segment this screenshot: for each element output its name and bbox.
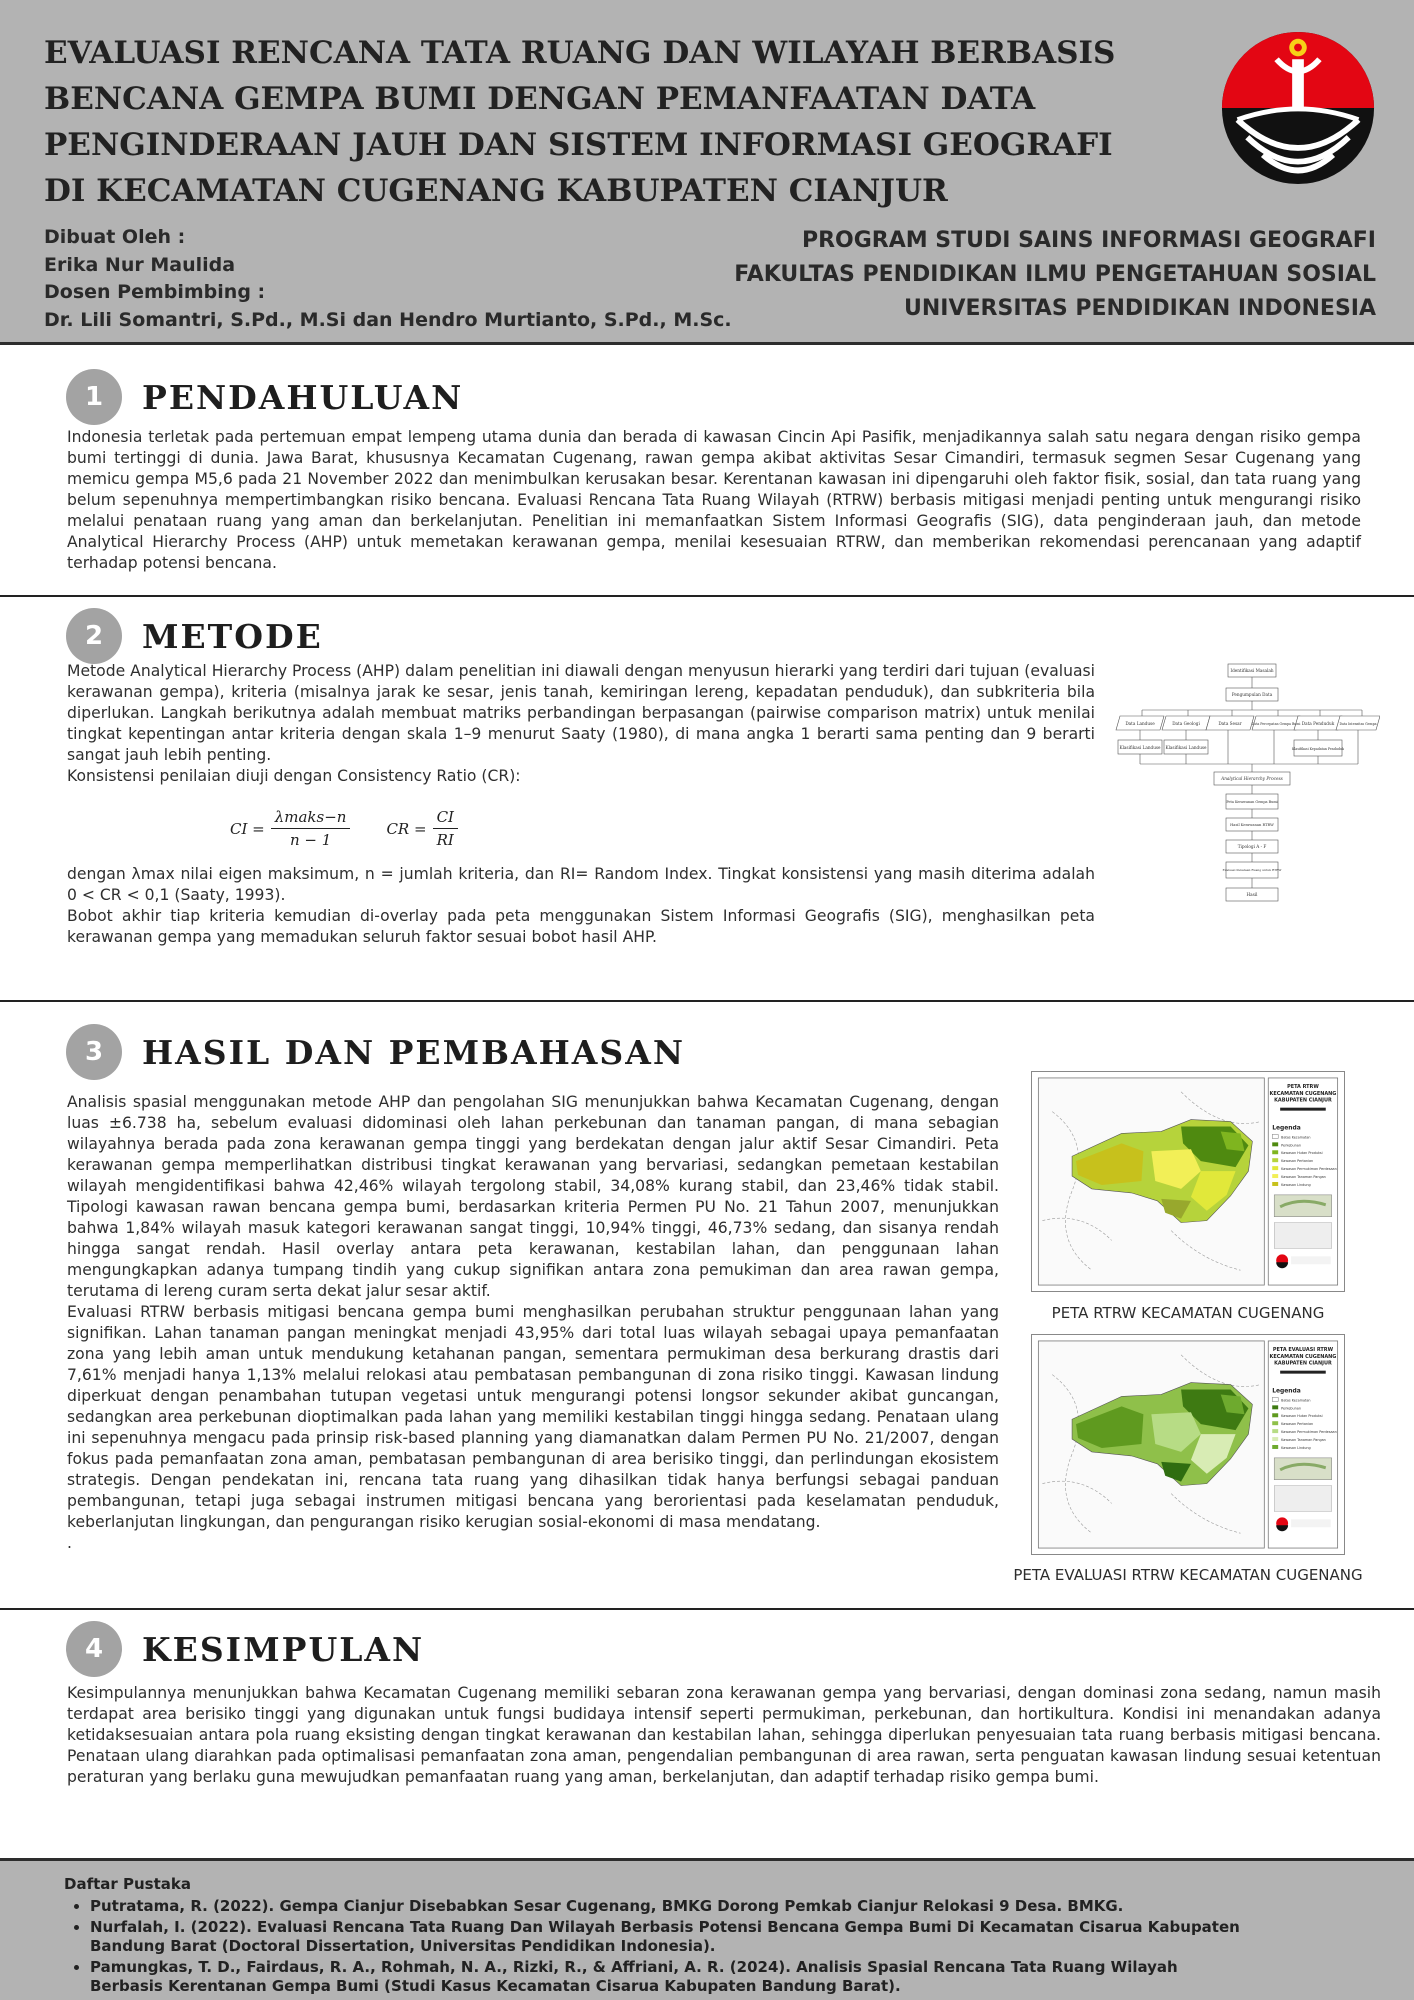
flow-node: Pengumpulan Data <box>1231 692 1273 697</box>
paragraph: Bobot akhir tiap kriteria kemudian di-overlay pada peta menggunakan Sistem Informasi Geografis (SIG), menghasilkan peta kerawanan gempa yang memadukan seluruh faktor sesuai bobot hasil AHP. <box>67 907 1095 946</box>
ci-formula <box>230 808 350 849</box>
rtrw-evaluation-map <box>1031 1334 1345 1555</box>
section-title: METODE <box>142 616 323 656</box>
flow-node: Klasifikasi Landuse <box>1119 745 1161 750</box>
section-header-metode <box>66 608 323 664</box>
legend-title: Legenda <box>1272 1387 1301 1395</box>
flow-node: Data Sesar <box>1218 721 1242 726</box>
legend-item: Kawasan Permukiman Perdesaan <box>1281 1167 1337 1172</box>
pendahuluan-text <box>67 427 1361 574</box>
legend-item: Batas Kecamatan <box>1281 1398 1311 1403</box>
legend-item: Kawasan Tanaman Pangan <box>1281 1438 1326 1443</box>
flow-node: Klasifikasi Landuse <box>1165 745 1207 750</box>
flow-node: Data Geologi <box>1172 721 1200 726</box>
flow-node: Evaluasi Penataan Ruang untuk RTRW <box>1222 868 1282 872</box>
program-line: PROGRAM STUDI SAINS INFORMASI GEOGRAFI <box>801 228 1376 253</box>
author-block <box>44 224 732 334</box>
section-number-badge: 1 <box>66 369 122 425</box>
program-line: UNIVERSITAS PENDIDIKAN INDONESIA <box>904 296 1376 321</box>
title-line: EVALUASI RENCANA TATA RUANG DAN WILAYAH BERBASIS <box>44 35 1116 71</box>
legend-item: Perkebunan <box>1281 1143 1301 1148</box>
numerator: CI <box>433 808 458 829</box>
rtrw-map <box>1031 1071 1345 1292</box>
metode-text-bottom <box>67 864 1095 948</box>
references-footer <box>0 1858 1414 2000</box>
section-divider <box>0 1608 1414 1610</box>
map-caption: PETA EVALUASI RTRW KECAMATAN CUGENANG <box>1013 1566 1363 1584</box>
paragraph: dengan λmax nilai eigen maksimum, n = jumlah kriteria, dan RI= Random Index. Tingkat konsistensi yang masih diterima adalah 0 < CR < 0,1 (Saaty, 1993). <box>67 865 1095 904</box>
flow-node: Data Intensitas Gempa <box>1339 722 1377 726</box>
map-title-line: KECAMATAN CUGENANG <box>1269 1353 1337 1360</box>
title-line: BENCANA GEMPA BUMI DENGAN PEMANFAATAN DATA <box>44 81 1036 117</box>
paragraph: Analisis spasial menggunakan metode AHP dan pengolahan SIG menunjukkan bahwa Kecamatan Cugenang, dengan luas ±6.738 ha, sebelum evaluasi didominasi oleh lahan perkebunan dan tanaman pangan, di mana sebagian wilayahnya berada pada zona kerawanan gempa tinggi yang berdekatan dengan jalur aktif Sesar Cimandiri. Peta kerawanan gempa memperlihatkan distribusi tingkat kerawanan yang bervariasi, sedangkan pemetaan kestabilan wilayah mengidentifikasi bahwa 42,46% wilayah tergolong stabil, 34,08% kurang stabil, dan 23,46% tidak stabil. Tipologi kawasan rawan bencana gempa bumi, berdasarkan kriteria Permen PU No. 21 Tahun 2007, menunjukkan bahwa 1,84% wilayah masuk kategori kerawanan sangat tinggi, 10,94% tinggi, 46,73% sedang, dan sisanya rendah hingga sangat rendah. Hasil overlay antara peta kerawanan, kestabilan lahan, dan penggunaan lahan mengungkapkan adanya tumpang tindih yang cukup signifikan antara zona pemukiman dan area rawan gempa, terutama di lereng curam serta dekat jalur sesar aktif. <box>67 1093 999 1300</box>
reference-item: • Putratama, R. (2022). Gempa Cianjur Disebabkan Sesar Cugenang, BMKG Dorong Pemkab Cianjur Relokasi 9 Desa. BMKG. <box>90 1897 1250 1916</box>
flow-node: Klasifikasi Kepadatan Penduduk <box>1292 747 1344 751</box>
title-line: PENGINDERAAN JAUH DAN SISTEM INFORMASI GEOGRAFI <box>44 127 1113 163</box>
denominator: RI <box>436 831 454 849</box>
flow-node: Hasil Kerawanan RTRW <box>1230 823 1274 827</box>
legend-item: Kawasan Permukiman Perdesaan <box>1281 1430 1337 1435</box>
flow-node: Identifikasi Masalah <box>1230 668 1274 673</box>
section-title: PENDAHULUAN <box>142 377 464 417</box>
map-title-line: PETA RTRW <box>1287 1083 1319 1090</box>
map-title-line: PETA EVALUASI RTRW <box>1272 1346 1334 1353</box>
map-title-line: KABUPATEN CIANJUR <box>1274 1097 1332 1104</box>
author-line: Erika Nur Maulida <box>44 253 236 276</box>
section-number-badge: 3 <box>66 1024 122 1080</box>
paragraph: Kesimpulannya menunjukkan bahwa Kecamatan Cugenang memiliki sebaran zona kerawanan gempa yang bervariasi, dengan dominasi zona sedang, namun masih terdapat area berisiko tinggi yang digunakan untuk fungsi budidaya intensif seperti permukiman, perkebunan, dan hortikultura. Kondisi ini menandakan adanya ketidaksesuaian antara pola ruang eksisting dengan tingkat kerawanan dan kestabilan lahan, sehingga diperlukan penyesuaian tata ruang berbasis mitigasi bencana. Penataan ulang diarahkan pada optimalisasi pemanfaatan zona aman, pengendalian pembangunan di area rawan, serta penguatan kawasan lindung sesuai ketentuan peraturan yang berlaku guna mewujudkan pemanfaatan ruang yang aman, berkelanjutan, dan adaptif terhadap risiko gempa bumi. <box>67 1684 1381 1786</box>
legend-item: Kawasan Lindung <box>1281 1445 1311 1450</box>
paragraph: Metode Analytical Hierarchy Process (AHP) dalam penelitian ini diawali dengan menyusun hierarki yang terdiri dari tujuan (evaluasi kerawanan gempa), kriteria (misalnya jarak ke sesar, jenis tanah, kemiringan lereng, kepadatan penduduk), dan subkriteria bila diperlukan. Langkah berikutnya adalah membuat matriks perbandingan berpasangan (pairwise comparison matrix) untuk menilai tingkat kepentingan antar kriteria dengan skala 1–9 menurut Saaty (1980), di mana angka 1 berarti sama penting dan 9 berarti sangat jauh lebih penting. <box>67 662 1095 764</box>
flow-node: Data Percepatan Gempa Bumi <box>1251 722 1301 726</box>
title-line: DI KECAMATAN CUGENANG KABUPATEN CIANJUR <box>44 173 948 209</box>
map-caption: PETA RTRW KECAMATAN CUGENANG <box>1051 1304 1325 1322</box>
reference-item: • Nurfalah, I. (2022). Evaluasi Rencana Tata Ruang Dan Wilayah Berbasis Potensi Bencana Gempa Bumi Di Kecamatan Cisarua Kabupaten Bandung Barat (Doctoral Dissertation, Universitas Pendidikan Indonesia). <box>90 1918 1250 1956</box>
flow-node: Data Penduduk <box>1301 721 1335 726</box>
poster-header <box>0 0 1414 345</box>
kesimpulan-text <box>67 1683 1381 1788</box>
section-header-pendahuluan <box>66 369 463 425</box>
fraction <box>433 808 458 849</box>
section-title: HASIL DAN PEMBAHASAN <box>142 1032 685 1072</box>
author-line: Dibuat Oleh : <box>44 226 186 248</box>
methodology-flowchart <box>1108 660 1380 910</box>
section-divider <box>0 595 1414 597</box>
flow-node: Tipologi A - F <box>1237 844 1267 849</box>
section-divider <box>0 1000 1414 1002</box>
author-line: Dr. Lili Somantri, S.Pd., M.Si dan Hendro Murtianto, S.Pd., M.Sc. <box>44 308 732 331</box>
legend-item: Kawasan Pertanian <box>1281 1422 1314 1427</box>
section-title: KESIMPULAN <box>142 1629 425 1669</box>
denominator: n − 1 <box>289 831 332 849</box>
references-list <box>90 1897 1250 1998</box>
legend-item: Batas Kecamatan <box>1281 1135 1311 1140</box>
legend-item: Kawasan Tanaman Pangan <box>1281 1175 1326 1180</box>
program-line: FAKULTAS PENDIDIKAN ILMU PENGETAHUAN SOSIAL <box>734 262 1376 287</box>
paragraph: . <box>67 1534 72 1552</box>
section-number-badge: 2 <box>66 608 122 664</box>
paragraph: Konsistensi penilaian diuji dengan Consistency Ratio (CR): <box>67 767 521 785</box>
flow-node: Hasil <box>1246 892 1258 897</box>
consistency-formula <box>230 808 458 849</box>
paragraph: Evaluasi RTRW berbasis mitigasi bencana gempa bumi menghasilkan perubahan struktur penggunaan lahan yang signifikan. Lahan tanaman pangan meningkat menjadi 43,95% dari total luas wilayah sebagai upaya pemanfaatan zona yang lebih aman untuk mendukung ketahanan pangan, sementara permukiman desa berkurang drastis dari 7,61% menjadi hanya 1,13% melalui relokasi atau pembatasan pembangunan di zona risiko tinggi. Kawasan lindung diperkuat dengan penambahan tutupan vegetasi untuk mengurangi potensi longsor sekunder akibat guncangan, sedangkan area perkebunan dioptimalkan pada lahan yang memiliki kestabilan tinggi hingga sedang. Penataan ulang ini sepenuhnya mengacu pada prinsip risk-based planning yang diamanatkan dalam Permen PU No. 21/2007, dengan fokus pada pemanfaatan zona aman, pembatasan pembangunan di area berisiko tinggi, dan perlindungan ekosistem strategis. Dengan pendekatan ini, rencana tata ruang yang dihasilkan tidak hanya berfungsi sebagai panduan pembangunan, tetapi juga sebagai instrumen mitigasi bencana yang berorientasi pada keselamatan penduduk, keberlanjutan lingkungan, dan pengurangan risiko kerugian sosial-ekonomi di masa mendatang. <box>67 1303 999 1531</box>
section-number-badge: 4 <box>66 1621 122 1677</box>
formula-lhs: CI = <box>230 819 265 838</box>
poster-title <box>44 30 1194 214</box>
references-title: Daftar Pustaka <box>64 1875 192 1893</box>
legend-item: Kawasan Pertanian <box>1281 1159 1314 1164</box>
flow-node: Data Landuse <box>1125 721 1155 726</box>
legend-title: Legenda <box>1272 1124 1301 1132</box>
map-title-line: KABUPATEN CIANJUR <box>1274 1360 1332 1367</box>
legend-item: Kawasan Lindung <box>1281 1182 1311 1187</box>
fraction <box>271 808 351 849</box>
legend-item: Kawasan Hutan Produksi <box>1281 1414 1323 1419</box>
section-header-hasil <box>66 1024 685 1080</box>
cr-formula <box>386 808 458 849</box>
flow-node: Peta Kerawanan Gempa Bumi <box>1226 800 1278 804</box>
program-block <box>734 224 1376 326</box>
legend-item: Kawasan Hutan Produksi <box>1281 1151 1323 1156</box>
section-header-kesimpulan <box>66 1621 424 1677</box>
author-line: Dosen Pembimbing : <box>44 281 266 303</box>
formula-lhs: CR = <box>386 819 427 838</box>
metode-text-top <box>67 661 1095 787</box>
flow-node: Analytical Hierarchy Process <box>1221 776 1283 781</box>
map-title-line: KECAMATAN CUGENANG <box>1269 1090 1337 1097</box>
hasil-text <box>67 1092 999 1554</box>
reference-item: • Pamungkas, T. D., Fairdaus, R. A., Rohmah, N. A., Rizki, R., & Affriani, A. R. (2024). Analisis Spasial Rencana Tata Ruang Wilayah Berbasis Kerentanan Gempa Bumi (Studi Kasus Kecamatan Cisarua Kabupaten Bandung Barat). <box>90 1958 1250 1996</box>
paragraph: Indonesia terletak pada pertemuan empat lempeng utama dunia dan berada di kawasan Cincin Api Pasifik, menjadikannya salah satu negara dengan risiko gempa bumi tertinggi di dunia. Jawa Barat, khususnya Kecamatan Cugenang, rawan gempa akibat aktivitas Sesar Cimandiri, termasuk segmen Sesar Cugenang yang memicu gempa M5,6 pada 21 November 2022 dan menimbulkan kerusakan besar. Kerentanan kawasan ini dipengaruhi oleh faktor fisik, sosial, dan tata ruang yang belum sepenuhnya mempertimbangkan risiko bencana. Evaluasi Rencana Tata Ruang Wilayah (RTRW) berbasis mitigasi menjadi penting untuk mengurangi risiko melalui penataan ruang yang aman dan berkelanjutan. Penelitian ini memanfaatkan Sistem Informasi Geografis (SIG), data penginderaan jauh, dan metode Analytical Hierarchy Process (AHP) untuk memetakan kerawanan gempa, menilai kesesuaian RTRW, dan memberikan rekomendasi perencanaan yang adaptif terhadap potensi bencana. <box>67 428 1361 572</box>
university-logo-icon <box>1220 30 1376 186</box>
numerator: λmaks−n <box>271 808 351 829</box>
legend-item: Perkebunan <box>1281 1406 1301 1411</box>
